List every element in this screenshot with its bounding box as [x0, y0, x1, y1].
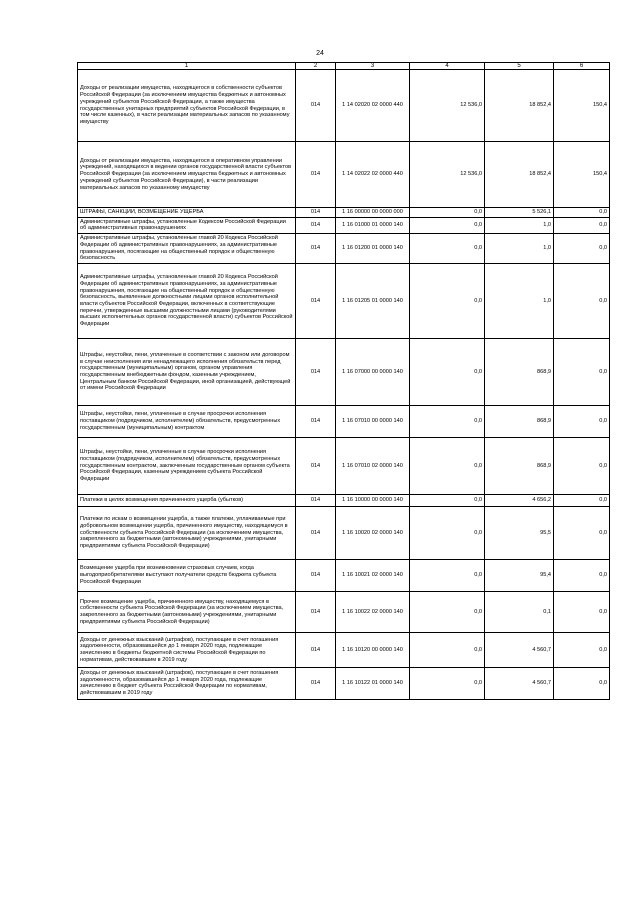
row-budget-code-cell: 1 16 10122 01 0000 140	[336, 667, 410, 699]
table-header-row	[78, 63, 610, 70]
table-row	[78, 506, 610, 559]
table-row	[78, 263, 610, 338]
table-row	[78, 437, 610, 494]
row-admin-code-cell: 014	[296, 667, 336, 699]
row-percent-cell: 0,0	[554, 437, 610, 494]
row-fact-cell: 1,0	[485, 217, 554, 233]
row-budget-code-cell: 1 16 07000 00 0000 140	[336, 338, 410, 405]
row-budget-code-cell: 1 16 10020 02 0000 140	[336, 506, 410, 559]
row-name-cell: Административные штрафы, установленные главой 20 Кодекса Российской Федерации об административных правонарушениях, за административные правонарушения, посягающие на общественный порядок и общественную безопасность, выявленные должностными лицами органов исполнительной власти субъектов Российской Федерации, включенных в соответствующие перечни, утвержденные высшими должностными лицами (руководителями высших исполнительных органов государственной власти) субъектов Российской Федерации	[78, 263, 296, 338]
row-name-cell: Штрафы, неустойки, пени, уплаченные в соответствии с законом или договором в случае неисполнения или ненадлежащего исполнения обязательств перед государственным (муниципальным) органом, органом управления государственным внебюджетным фондом, казенным учреждением, Центральным банком Российской Федерации, иной организацией, действующей от имени Российской Федерации	[78, 338, 296, 405]
row-percent-cell: 0,0	[554, 667, 610, 699]
row-admin-code-cell: 014	[296, 437, 336, 494]
row-percent-cell: 0,0	[554, 208, 610, 218]
row-plan-cell: 12 536,0	[410, 70, 485, 142]
page-number: 24	[316, 50, 324, 57]
row-plan-cell: 0,0	[410, 234, 485, 264]
row-admin-code-cell: 014	[296, 338, 336, 405]
table-row	[78, 234, 610, 264]
row-admin-code-cell: 014	[296, 632, 336, 667]
row-admin-code-cell: 014	[296, 591, 336, 632]
row-fact-cell: 0,1	[485, 591, 554, 632]
table-row	[78, 338, 610, 405]
row-percent-cell: 0,0	[554, 338, 610, 405]
row-admin-code-cell: 014	[296, 506, 336, 559]
table-row	[78, 591, 610, 632]
row-budget-code-cell: 1 16 10021 02 0000 140	[336, 559, 410, 591]
row-budget-code-cell: 1 16 10022 02 0000 140	[336, 591, 410, 632]
header-col-3: 3	[336, 63, 410, 70]
row-fact-cell: 4 560,7	[485, 667, 554, 699]
row-budget-code-cell: 1 16 10120 00 0000 140	[336, 632, 410, 667]
table-row	[78, 142, 610, 208]
row-fact-cell: 868,9	[485, 405, 554, 437]
revenue-table	[77, 62, 610, 700]
row-percent-cell: 150,4	[554, 70, 610, 142]
row-name-cell: Платежи в целях возмещения причиненного ущерба (убытков)	[78, 494, 296, 506]
row-name-cell: Административные штрафы, установленные главой 20 Кодекса Российской Федерации об административных правонарушениях, за административные правонарушения, посягающие на общественный порядок и общественную безопасность	[78, 234, 296, 264]
row-plan-cell: 0,0	[410, 263, 485, 338]
row-name-cell: Доходы от денежных взысканий (штрафов), поступающие в счет погашения задолженности, образовавшейся до 1 января 2020 года, подлежащие зачислению в бюджеты бюджетной системы Российской Федерации по нормативам, действовавшим в 2019 году	[78, 632, 296, 667]
row-name-cell: Возмещение ущерба при возникновении страховых случаев, когда выгодоприобретателями выступают получатели средств бюджета субъекта Российской Федерации	[78, 559, 296, 591]
row-fact-cell: 868,9	[485, 338, 554, 405]
row-name-cell: ШТРАФЫ, САНКЦИИ, ВОЗМЕЩЕНИЕ УЩЕРБА	[78, 208, 296, 218]
row-budget-code-cell: 1 16 01205 01 0000 140	[336, 263, 410, 338]
row-admin-code-cell: 014	[296, 559, 336, 591]
row-percent-cell: 0,0	[554, 632, 610, 667]
table-row	[78, 559, 610, 591]
table-row	[78, 632, 610, 667]
row-fact-cell: 5 526,1	[485, 208, 554, 218]
row-budget-code-cell: 1 16 10000 00 0000 140	[336, 494, 410, 506]
row-plan-cell: 0,0	[410, 591, 485, 632]
row-fact-cell: 18 852,4	[485, 142, 554, 208]
row-fact-cell: 18 852,4	[485, 70, 554, 142]
row-plan-cell: 0,0	[410, 208, 485, 218]
row-plan-cell: 0,0	[410, 632, 485, 667]
table-row	[78, 208, 610, 218]
row-admin-code-cell: 014	[296, 405, 336, 437]
table-row	[78, 70, 610, 142]
table-row	[78, 217, 610, 233]
revenue-table-body	[78, 63, 610, 700]
row-budget-code-cell: 1 16 01000 01 0000 140	[336, 217, 410, 233]
row-fact-cell: 4 560,7	[485, 632, 554, 667]
row-budget-code-cell: 1 16 00000 00 0000 000	[336, 208, 410, 218]
table-row	[78, 667, 610, 699]
row-fact-cell: 1,0	[485, 234, 554, 264]
row-admin-code-cell: 014	[296, 142, 336, 208]
row-admin-code-cell: 014	[296, 217, 336, 233]
row-fact-cell: 95,4	[485, 559, 554, 591]
row-percent-cell: 0,0	[554, 234, 610, 264]
row-plan-cell: 0,0	[410, 506, 485, 559]
row-admin-code-cell: 014	[296, 208, 336, 218]
row-plan-cell: 0,0	[410, 405, 485, 437]
row-plan-cell: 0,0	[410, 217, 485, 233]
row-plan-cell: 0,0	[410, 494, 485, 506]
row-plan-cell: 0,0	[410, 559, 485, 591]
row-plan-cell: 0,0	[410, 437, 485, 494]
row-name-cell: Платежи по искам о возмещении ущерба, а также платежи, уплачиваемые при добровольном возмещении ущерба, причиненного имуществу, находящемуся в собственности субъекта Российской Федерации (за исключением имущества, закрепленного за бюджетными (автономными) учреждениями, унитарными предприятиями субъекта Российской Федерации)	[78, 506, 296, 559]
row-plan-cell: 12 536,0	[410, 142, 485, 208]
row-name-cell: Доходы от денежных взысканий (штрафов), поступающие в счет погашения задолженности, образовавшейся до 1 января 2020 года, подлежащие зачислению в бюджет субъекта Российской Федерации по нормативам, действовавшим в 2019 году	[78, 667, 296, 699]
row-percent-cell: 0,0	[554, 591, 610, 632]
row-percent-cell: 0,0	[554, 559, 610, 591]
row-fact-cell: 1,0	[485, 263, 554, 338]
row-fact-cell: 4 656,2	[485, 494, 554, 506]
row-name-cell: Штрафы, неустойки, пени, уплаченные в случае просрочки исполнения поставщиком (подрядчиком, исполнителем) обязательств, предусмотренных государственным контрактом, заключенным государственным органом субъекта Российской Федерации, казенным учреждением субъекта Российской Федерации	[78, 437, 296, 494]
header-col-6: 6	[554, 63, 610, 70]
row-percent-cell: 0,0	[554, 217, 610, 233]
header-col-5: 5	[485, 63, 554, 70]
row-fact-cell: 868,9	[485, 437, 554, 494]
row-name-cell: Административные штрафы, установленные Кодексом Российской Федерации об административных правонарушениях	[78, 217, 296, 233]
row-plan-cell: 0,0	[410, 338, 485, 405]
row-admin-code-cell: 014	[296, 234, 336, 264]
row-percent-cell: 0,0	[554, 506, 610, 559]
row-budget-code-cell: 1 14 02020 02 0000 440	[336, 70, 410, 142]
row-admin-code-cell: 014	[296, 263, 336, 338]
header-col-4: 4	[410, 63, 485, 70]
row-admin-code-cell: 014	[296, 70, 336, 142]
row-percent-cell: 150,4	[554, 142, 610, 208]
row-percent-cell: 0,0	[554, 405, 610, 437]
header-col-1: 1	[78, 63, 296, 70]
row-percent-cell: 0,0	[554, 494, 610, 506]
row-name-cell: Доходы от реализации имущества, находящегося в собственности субъектов Российской Федерации (за исключением имущества бюджетных и автономных учреждений субъектов Российской Федерации, а также имущества государственных унитарных предприятий субъектов Российской Федерации, в том числе казенных), в части реализации материальных запасов по указанному имуществу	[78, 70, 296, 142]
row-percent-cell: 0,0	[554, 263, 610, 338]
table-row	[78, 405, 610, 437]
row-name-cell: Прочее возмещение ущерба, причиненного имуществу, находящемуся в собственности субъекта Российской Федерации (за исключением имущества, закрепленного за бюджетными (автономными) учреждениями, унитарными предприятиями субъекта Российской Федерации)	[78, 591, 296, 632]
row-plan-cell: 0,0	[410, 667, 485, 699]
row-budget-code-cell: 1 14 02022 02 0000 440	[336, 142, 410, 208]
row-name-cell: Штрафы, неустойки, пени, уплаченные в случае просрочки исполнения поставщиком (подрядчиком, исполнителем) обязательств, предусмотренных государственным (муниципальным) контрактом	[78, 405, 296, 437]
row-budget-code-cell: 1 16 07010 00 0000 140	[336, 405, 410, 437]
row-budget-code-cell: 1 16 01200 01 0000 140	[336, 234, 410, 264]
row-name-cell: Доходы от реализации имущества, находящегося в оперативном управлении учреждений, находящихся в ведении органов государственной власти субъектов Российской Федерации (за исключением имущества бюджетных и автономных учреждений субъектов Российской Федерации), в части реализации материальных запасов по указанному имуществу	[78, 142, 296, 208]
header-col-2: 2	[296, 63, 336, 70]
row-admin-code-cell: 014	[296, 494, 336, 506]
row-budget-code-cell: 1 16 07010 02 0000 140	[336, 437, 410, 494]
table-row	[78, 494, 610, 506]
row-fact-cell: 95,5	[485, 506, 554, 559]
